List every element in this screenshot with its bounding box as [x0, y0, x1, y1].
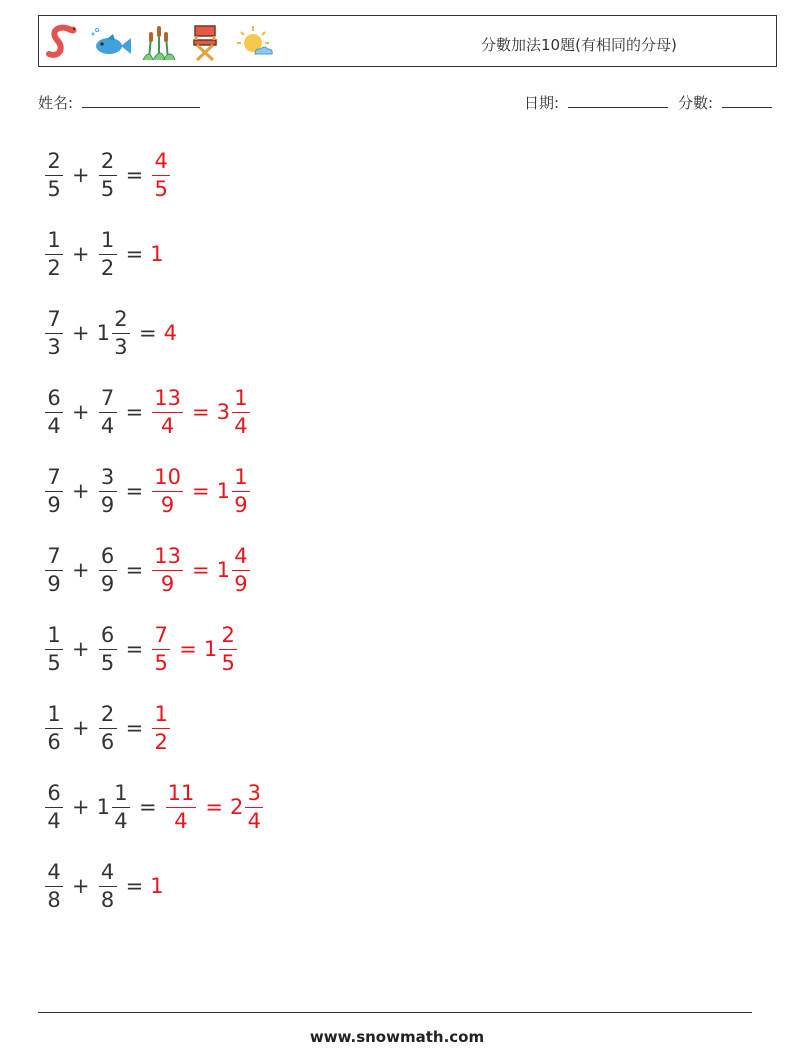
answer: [150, 701, 172, 754]
answer-value-whole: 2: [229, 795, 244, 819]
addend-a-denominator: 4: [47, 413, 61, 438]
addend-b-fraction: [99, 543, 117, 596]
addend-a-fraction: [45, 859, 63, 912]
plus-sign: +: [72, 795, 90, 819]
equals-sign: =: [125, 400, 144, 424]
answer-value: [150, 385, 185, 438]
sun-cloud-icon: [231, 22, 275, 62]
addend-b-denominator: 9: [100, 571, 115, 596]
addend-a-denominator: 3: [47, 334, 61, 359]
addend-a-fraction: [45, 148, 63, 201]
answer-value-numerator: 3: [245, 783, 263, 808]
addend-b-fraction: [99, 385, 117, 438]
addend-b-numerator: 6: [99, 546, 117, 571]
addend-a-denominator: 5: [47, 176, 61, 201]
addend-a: [43, 859, 65, 912]
answer-value-denominator: 4: [160, 413, 175, 438]
answer: [164, 321, 177, 345]
plus-sign: +: [72, 716, 90, 740]
equals-sign: =: [138, 321, 157, 345]
problem-row: [43, 540, 252, 600]
addend-b-denominator: 5: [100, 650, 115, 675]
name-label: 姓名:: [38, 94, 74, 112]
answer-value-fraction: [219, 622, 237, 675]
problem-row: [43, 224, 164, 284]
addend-b-numerator: 4: [99, 862, 117, 887]
answer-value-fraction: [152, 148, 170, 201]
equals-sign: =: [125, 716, 144, 740]
addend-b: [96, 306, 132, 359]
addend-b-numerator: 2: [112, 309, 130, 334]
answer-value-numerator: 4: [152, 151, 170, 176]
answer: [150, 622, 239, 675]
equals-sign: =: [125, 479, 144, 503]
date-field: [524, 92, 668, 113]
addend-b-fraction: [112, 780, 130, 833]
addend-a: [43, 543, 65, 596]
answer-value-denominator: 5: [154, 650, 168, 675]
addend-a: [43, 780, 65, 833]
addend-a-denominator: 6: [47, 729, 61, 754]
plus-sign: +: [72, 400, 90, 424]
addend-a-numerator: 1: [45, 625, 63, 650]
answer-value-fraction: [152, 385, 183, 438]
answer-value: [216, 385, 252, 438]
addend-b-denominator: 2: [100, 255, 115, 280]
addend-b: [97, 227, 119, 280]
answer-value-fraction: [232, 543, 250, 596]
answer-value: [203, 622, 239, 675]
answer-value-fraction: [152, 464, 183, 517]
answer-value: [150, 701, 172, 754]
header-icons: [43, 19, 275, 65]
addend-b-numerator: 1: [112, 783, 130, 808]
date-label: 日期:: [524, 94, 560, 112]
addend-a-numerator: 7: [45, 467, 63, 492]
addend-b-denominator: 9: [100, 492, 115, 517]
addend-b-fraction: [99, 464, 117, 517]
answer-value-whole: 1: [216, 479, 230, 503]
addend-b-denominator: 3: [114, 334, 128, 359]
addend-a: [43, 227, 65, 280]
addend-b: [97, 859, 119, 912]
equals-sign: =: [125, 242, 144, 266]
equals-sign: =: [138, 795, 157, 819]
answer-value-numerator: 10: [152, 467, 183, 492]
plus-sign: +: [72, 242, 90, 266]
answer-value-fraction: [152, 543, 183, 596]
problem-row: [43, 145, 172, 205]
answer-value-denominator: 5: [221, 650, 235, 675]
addend-a: [43, 385, 65, 438]
answer-value: [216, 543, 252, 596]
answer-value-numerator: 7: [152, 625, 170, 650]
answer-value: [150, 464, 185, 517]
answer-value-denominator: 2: [154, 729, 168, 754]
addend-a-numerator: 7: [45, 309, 63, 334]
answer: [150, 242, 163, 266]
addend-b-denominator: 4: [114, 808, 128, 833]
addend-a-numerator: 1: [45, 230, 63, 255]
addend-b-fraction: [99, 859, 117, 912]
addend-b-numerator: 7: [99, 388, 117, 413]
addend-b: [96, 780, 132, 833]
score-label: 分數:: [678, 94, 714, 112]
addend-a-denominator: 4: [47, 808, 61, 833]
problem-row: [43, 777, 265, 837]
plus-sign: +: [72, 479, 90, 503]
answer-value-denominator: 9: [160, 492, 175, 517]
answer: [150, 543, 252, 596]
addend-a-denominator: 8: [47, 887, 61, 912]
score-blank-line: [722, 93, 772, 108]
answer-value: [216, 464, 252, 517]
answer-value-fraction: [152, 622, 170, 675]
answer-value: [229, 780, 265, 833]
answer-value-fraction: [232, 385, 250, 438]
addend-a-numerator: 2: [45, 151, 63, 176]
equals-sign: =: [125, 874, 144, 898]
plus-sign: +: [72, 874, 90, 898]
addend-b-fraction: [99, 227, 117, 280]
addend-a-fraction: [45, 543, 63, 596]
addend-b-whole: 1: [96, 321, 110, 345]
name-field: [38, 92, 200, 113]
answer-value: [150, 148, 172, 201]
addend-b-denominator: 5: [100, 176, 115, 201]
answer-value-fraction: [166, 780, 197, 833]
answer-value-fraction: [245, 780, 263, 833]
addend-a-denominator: 9: [47, 571, 61, 596]
answer: [150, 385, 252, 438]
problem-row: [43, 303, 177, 363]
problem-row: [43, 856, 164, 916]
plus-sign: +: [72, 321, 90, 345]
answer-value-fraction: [152, 701, 170, 754]
answer-value-whole: 4: [163, 321, 177, 345]
answer-equals-sign: =: [205, 795, 223, 819]
problem-row: [43, 698, 172, 758]
addend-b-denominator: 8: [100, 887, 115, 912]
addend-a-denominator: 9: [47, 492, 61, 517]
answer-value-whole: 1: [150, 874, 164, 898]
fish-icon: [89, 22, 133, 62]
answer-equals-sign: =: [179, 637, 197, 661]
addend-a-fraction: [45, 780, 63, 833]
addend-a-fraction: [45, 701, 63, 754]
answer-value-denominator: 9: [234, 492, 248, 517]
worksheet-header: [38, 15, 777, 67]
addend-b-fraction: [99, 622, 117, 675]
answer-value-numerator: 11: [166, 783, 197, 808]
addend-a-numerator: 4: [45, 862, 63, 887]
answer-value: [150, 874, 163, 898]
answer-equals-sign: =: [191, 558, 210, 582]
addend-a: [43, 464, 65, 517]
addend-b: [97, 385, 119, 438]
addend-b-whole: 1: [96, 795, 110, 819]
answer-value-denominator: 5: [154, 176, 168, 201]
answer-value-numerator: 2: [219, 625, 237, 650]
problem-row: [43, 461, 252, 521]
addend-a-numerator: 1: [45, 704, 63, 729]
addend-b: [97, 148, 119, 201]
addend-a-fraction: [45, 306, 63, 359]
answer-value-numerator: 4: [232, 546, 250, 571]
answer: [164, 780, 266, 833]
problem-row: [43, 382, 252, 442]
equals-sign: =: [125, 558, 144, 582]
answer: [150, 148, 172, 201]
answer-value: [164, 321, 177, 345]
addend-a-numerator: 6: [45, 388, 63, 413]
plus-sign: +: [72, 163, 90, 187]
addend-a: [43, 148, 65, 201]
answer-equals-sign: =: [191, 400, 210, 424]
addend-b: [97, 464, 119, 517]
answer-value-numerator: 13: [152, 546, 183, 571]
addend-a-denominator: 5: [47, 650, 61, 675]
addend-a-numerator: 6: [45, 783, 63, 808]
addend-a-numerator: 7: [45, 546, 63, 571]
answer-value-denominator: 4: [247, 808, 261, 833]
director-chair-icon: [185, 22, 225, 62]
answer-value: [150, 543, 185, 596]
worksheet-title: 分數加法10題(有相同的分母): [481, 36, 677, 54]
answer-value: [164, 780, 199, 833]
score-field: [678, 92, 772, 113]
addend-b-fraction: [99, 148, 117, 201]
answer-value: [150, 622, 172, 675]
footer-divider: [38, 1012, 752, 1013]
addend-b: [97, 543, 119, 596]
answer-value: [150, 242, 163, 266]
answer-value-whole: 1: [216, 558, 230, 582]
addend-b-numerator: 3: [99, 467, 117, 492]
answer-value-denominator: 4: [174, 808, 188, 833]
addend-b-fraction: [99, 701, 117, 754]
name-blank-line: [82, 93, 200, 108]
answer-value-whole: 1: [150, 242, 164, 266]
problem-row: [43, 619, 239, 679]
addend-a: [43, 701, 65, 754]
answer-value-numerator: 13: [152, 388, 183, 413]
footer-url: www.snowmath.com: [309, 1028, 485, 1046]
addend-b-denominator: 4: [100, 413, 115, 438]
answer-value-numerator: 1: [232, 467, 250, 492]
addend-a-fraction: [45, 464, 63, 517]
equals-sign: =: [125, 637, 144, 661]
equals-sign: =: [125, 163, 144, 187]
addend-b-denominator: 6: [100, 729, 115, 754]
answer-value-whole: 3: [216, 400, 230, 424]
answer-value-fraction: [232, 464, 250, 517]
answer-value-denominator: 9: [234, 571, 248, 596]
addend-b: [97, 701, 119, 754]
addend-a: [43, 622, 65, 675]
addend-b-numerator: 2: [99, 704, 117, 729]
answer-equals-sign: =: [191, 479, 210, 503]
addend-b: [97, 622, 119, 675]
addend-b-numerator: 2: [99, 151, 117, 176]
plus-sign: +: [72, 637, 90, 661]
addend-a-fraction: [45, 385, 63, 438]
answer-value-whole: 1: [203, 637, 218, 661]
worm-icon: [43, 22, 83, 62]
addend-b-numerator: 6: [99, 625, 117, 650]
reeds-icon: [139, 22, 179, 62]
answer-value-numerator: 1: [152, 704, 170, 729]
addend-a-fraction: [45, 227, 63, 280]
addend-a: [43, 306, 65, 359]
addend-a-denominator: 2: [47, 255, 61, 280]
answer: [150, 874, 163, 898]
addend-b-numerator: 1: [99, 230, 117, 255]
answer-value-denominator: 4: [234, 413, 248, 438]
answer: [150, 464, 252, 517]
addend-b-fraction: [112, 306, 130, 359]
answer-value-denominator: 9: [160, 571, 175, 596]
plus-sign: +: [72, 558, 90, 582]
date-blank-line: [568, 93, 668, 108]
addend-a-fraction: [45, 622, 63, 675]
answer-value-numerator: 1: [232, 388, 250, 413]
